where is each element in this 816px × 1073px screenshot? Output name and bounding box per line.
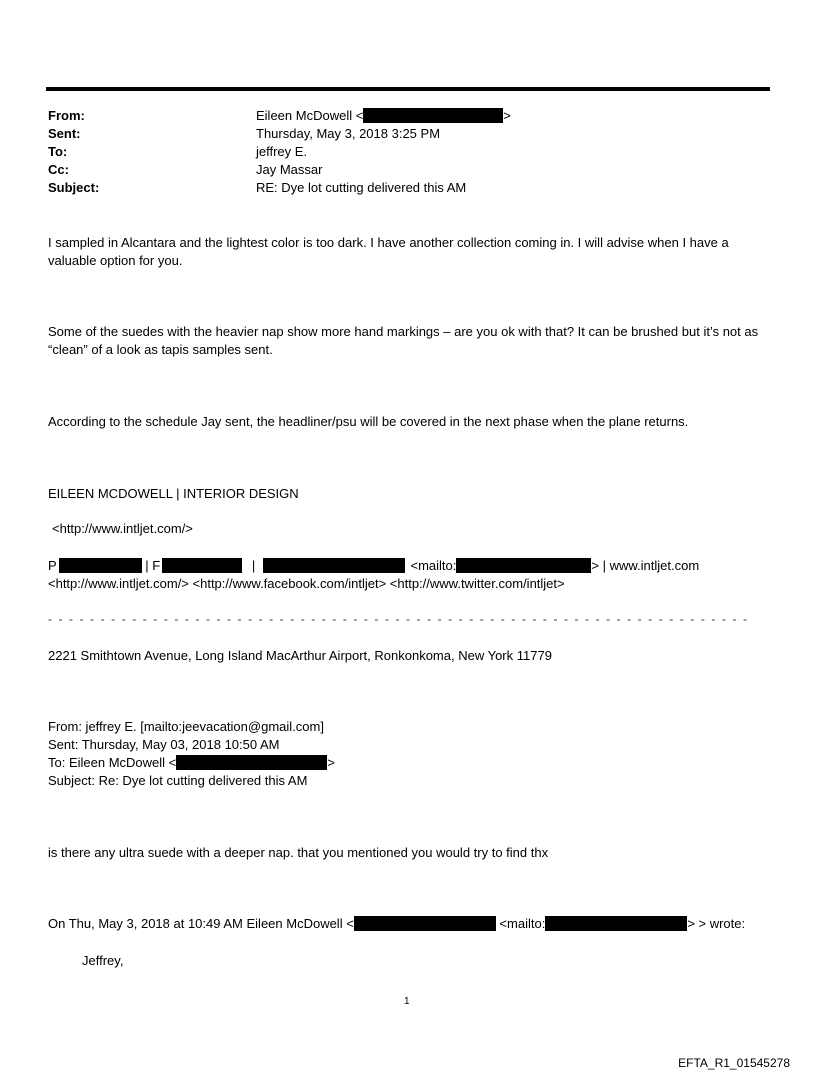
document-id: EFTA_R1_01545278 bbox=[678, 1056, 790, 1070]
quoted-to-prefix: To: Eileen McDowell < bbox=[48, 755, 177, 770]
page-number: 1 bbox=[404, 996, 410, 1007]
redaction-block bbox=[176, 755, 327, 770]
attribution-suffix: > > wrote: bbox=[687, 916, 746, 931]
redaction-block bbox=[162, 558, 242, 573]
subject-value: RE: Dye lot cutting delivered this AM bbox=[256, 180, 467, 195]
signature-address: 2221 Smithtown Avenue, Long Island MacArthur Airport, Ronkonkoma, New York 11779 bbox=[48, 648, 552, 663]
attribution-mailto[interactable]: <mailto: bbox=[499, 916, 546, 931]
quoted-body: is there any ultra suede with a deeper nap. that you mentioned you would try to find thx bbox=[48, 845, 549, 860]
quoted-subject: Subject: Re: Dye lot cutting delivered this AM bbox=[48, 773, 308, 788]
sent-label: Sent: bbox=[48, 126, 81, 141]
redaction-block bbox=[363, 108, 503, 123]
to-label: To: bbox=[48, 144, 68, 159]
contact-tail[interactable]: > | www.intljet.com bbox=[591, 558, 700, 573]
attribution-prefix: On Thu, May 3, 2018 at 10:49 AM Eileen McDowell < bbox=[48, 916, 354, 931]
from-value bbox=[256, 107, 511, 125]
phone-label: P bbox=[48, 558, 57, 573]
quoted-greeting: Jeffrey, bbox=[82, 953, 124, 968]
redaction-block bbox=[59, 558, 142, 573]
separator: | bbox=[251, 558, 256, 573]
quoted-from: From: jeffrey E. [mailto:jeevacation@gmail.com] bbox=[48, 719, 324, 734]
cc-label: Cc: bbox=[48, 162, 69, 177]
signature-name: EILEEN MCDOWELL | INTERIOR DESIGN bbox=[48, 486, 299, 501]
redaction-block bbox=[456, 558, 591, 573]
quoted-attribution bbox=[48, 915, 745, 933]
body-paragraph-2: Some of the suedes with the heavier nap show more hand markings – are you ok with that? It can be brushed but it’s not as “clean” of a look as tapis samples sent. bbox=[48, 324, 759, 357]
redaction-block bbox=[545, 916, 687, 931]
fax-label: | F bbox=[145, 558, 161, 573]
dashed-divider: - - - - - - - - - - - - - - - - - - - - - - - - - - - - - - - - - - - - - - - - - - - - - - - - - - - - - - - - - - - - - - - - - - - bbox=[48, 612, 749, 626]
from-label: From: bbox=[48, 108, 85, 123]
quoted-sent: Sent: Thursday, May 03, 2018 10:50 AM bbox=[48, 737, 280, 752]
to-value: jeffrey E. bbox=[256, 144, 308, 159]
from-name: Eileen McDowell < bbox=[256, 108, 364, 123]
signature-url[interactable]: <http://www.intljet.com/> bbox=[52, 521, 193, 536]
from-close: > bbox=[503, 108, 511, 123]
body-paragraph-1: I sampled in Alcantara and the lightest color is too dark. I have another collection coming in. I will advise when I have a valuable option for you. bbox=[48, 235, 729, 268]
mailto-text[interactable]: <mailto: bbox=[410, 558, 457, 573]
quoted-to bbox=[48, 754, 335, 772]
sent-value: Thursday, May 3, 2018 3:25 PM bbox=[256, 126, 441, 141]
signature-links[interactable]: <http://www.intljet.com/> <http://www.facebook.com/intljet> <http://www.twitter.com/intljet> bbox=[48, 576, 565, 591]
subject-label: Subject: bbox=[48, 180, 100, 195]
body-paragraph-3: According to the schedule Jay sent, the headliner/psu will be covered in the next phase when the plane returns. bbox=[48, 414, 689, 429]
redaction-block bbox=[263, 558, 405, 573]
header-rule bbox=[46, 87, 770, 91]
signature-contact-line bbox=[48, 557, 699, 575]
cc-value: Jay Massar bbox=[256, 162, 323, 177]
quoted-to-suffix: > bbox=[327, 755, 335, 770]
redaction-block bbox=[354, 916, 496, 931]
